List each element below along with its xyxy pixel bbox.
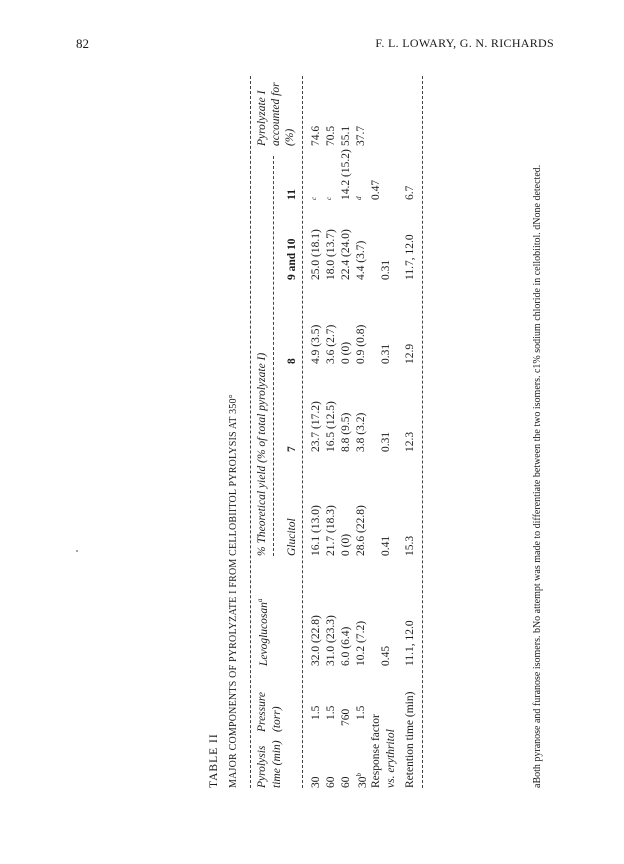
row2-compound-11-note: c (325, 196, 333, 200)
response-factor-label-line2: vs. erythritol (385, 729, 397, 788)
footnote-marker-b: b (355, 773, 363, 777)
running-head: F. L. LOWARY, G. N. RICHARDS (375, 36, 554, 50)
row3-compound-9-10: 22.4 (24.0) (340, 229, 352, 280)
row2-compound-9-10: 18.0 (13.7) (325, 229, 337, 280)
row4-compound-8: 0.9 (0.8) (355, 324, 367, 364)
header-accounted-line2: accounted for (270, 82, 282, 146)
header-rule (302, 76, 303, 788)
header-accounted-line3: (%) (284, 128, 296, 146)
row4-compound-7: 3.8 (3.2) (355, 412, 367, 452)
retention-time-label: Retention time (min) (404, 691, 416, 788)
header-compound-9-10: 9 and 10 (286, 238, 298, 280)
row1-compound-8: 4.9 (3.5) (310, 324, 322, 364)
retention-levoglucosan: 11.1, 12.0 (404, 620, 416, 666)
row2-compound-8: 3.6 (2.7) (325, 324, 337, 364)
row1-compound-9-10: 25.0 (18.1) (310, 229, 322, 280)
row3-pressure: 760 (340, 708, 352, 726)
row4-time (355, 773, 371, 788)
row3-accounted: 55.1 (340, 125, 352, 146)
row3-compound-8: 0 (0) (340, 341, 352, 364)
row2-accounted: 70.5 (325, 125, 337, 146)
row2-levoglucosan: 31.0 (23.3) (325, 615, 337, 666)
retention-compound-7: 12.3 (404, 431, 416, 452)
row2-time: 60 (325, 776, 337, 788)
top-rule (250, 76, 251, 788)
row4-accounted: 37.7 (355, 125, 367, 146)
row1-accounted: 74.6 (310, 125, 322, 146)
response-factor-label-line1: Response factor (370, 714, 382, 788)
retention-glucitol: 15.3 (404, 535, 416, 556)
table-footnote: aBoth pyranose and furanose isomers. bNo attempt was made to differentiate between the two isomers. c1% sodium chloride in cellobiitol. dNone detected. (532, 164, 543, 788)
row4-time-value: 30 (356, 776, 369, 788)
row3-levoglucosan: 6.0 (6.4) (340, 626, 352, 666)
bottom-rule (422, 76, 423, 788)
row2-compound-7: 16.5 (12.5) (325, 401, 337, 452)
footnote-marker-a: a (256, 598, 264, 603)
header-glucitol: Glucitol (286, 518, 298, 556)
header-compound-7: 7 (286, 446, 298, 452)
header-accounted-line1: Pyrolyzate I (256, 90, 268, 146)
row1-glucitol: 16.1 (13.0) (310, 505, 322, 556)
row1-compound-11-note: c (310, 196, 318, 200)
retention-compound-8: 12.9 (404, 343, 416, 364)
retention-compound-11: 6.7 (404, 185, 416, 200)
response-compound-7: 0.31 (380, 431, 392, 452)
row2-compound-11 (325, 197, 341, 200)
row4-glucitol: 28.6 (22.8) (355, 505, 367, 556)
row1-pressure: 1.5 (310, 705, 322, 720)
header-time-line1: Pyrolysis (256, 745, 268, 788)
response-levoglucosan: 0.45 (380, 645, 392, 666)
header-compound-11: 11 (286, 189, 298, 200)
header-compound-8: 8 (286, 358, 298, 364)
row4-levoglucosan: 10.2 (7.2) (355, 620, 367, 666)
response-compound-8: 0.31 (380, 343, 392, 364)
row1-levoglucosan: 32.0 (22.8) (310, 615, 322, 666)
header-time-line2: time (min) (271, 740, 283, 788)
header-pressure-line2: (torr) (271, 706, 283, 732)
row3-time: 60 (340, 776, 352, 788)
header-yield-group: % Theoretical yield (% of total pyrolyzate I) (256, 352, 268, 556)
page-number: 82 (76, 36, 89, 51)
stray-mark (76, 550, 78, 552)
header-levoglucosan-text: Levoglucosan (257, 602, 270, 666)
row2-pressure: 1.5 (325, 705, 337, 720)
row4-compound-11 (355, 197, 371, 201)
row1-compound-7: 23.7 (17.2) (310, 401, 322, 452)
row4-compound-9-10: 4.4 (3.7) (355, 240, 367, 280)
row1-compound-11 (310, 197, 326, 200)
retention-compound-9-10: 11.7, 12.0 (404, 234, 416, 280)
row1-time: 30 (310, 776, 322, 788)
row4-compound-11-note: d (355, 196, 363, 200)
row3-compound-11: 14.2 (15.2) (340, 149, 352, 200)
rotated-table (204, 72, 564, 792)
response-compound-11: 0.47 (370, 179, 382, 200)
response-glucitol: 0.41 (380, 535, 392, 556)
response-compound-9-10: 0.31 (380, 259, 392, 280)
row4-pressure: 1.5 (355, 705, 367, 720)
row2-glucitol: 21.7 (18.3) (325, 505, 337, 556)
row3-glucitol: 0 (0) (340, 533, 352, 556)
header-pressure-line1: Pressure (256, 691, 268, 732)
header-levoglucosan (256, 599, 272, 666)
group-rule (273, 156, 274, 556)
table-caption: MAJOR COMPONENTS OF PYROLYZATE I FROM CELLOBIITOL PYROLYSIS AT 350° (228, 394, 239, 788)
row3-compound-7: 8.8 (9.5) (340, 412, 352, 452)
table-title: TABLE II (208, 733, 220, 788)
